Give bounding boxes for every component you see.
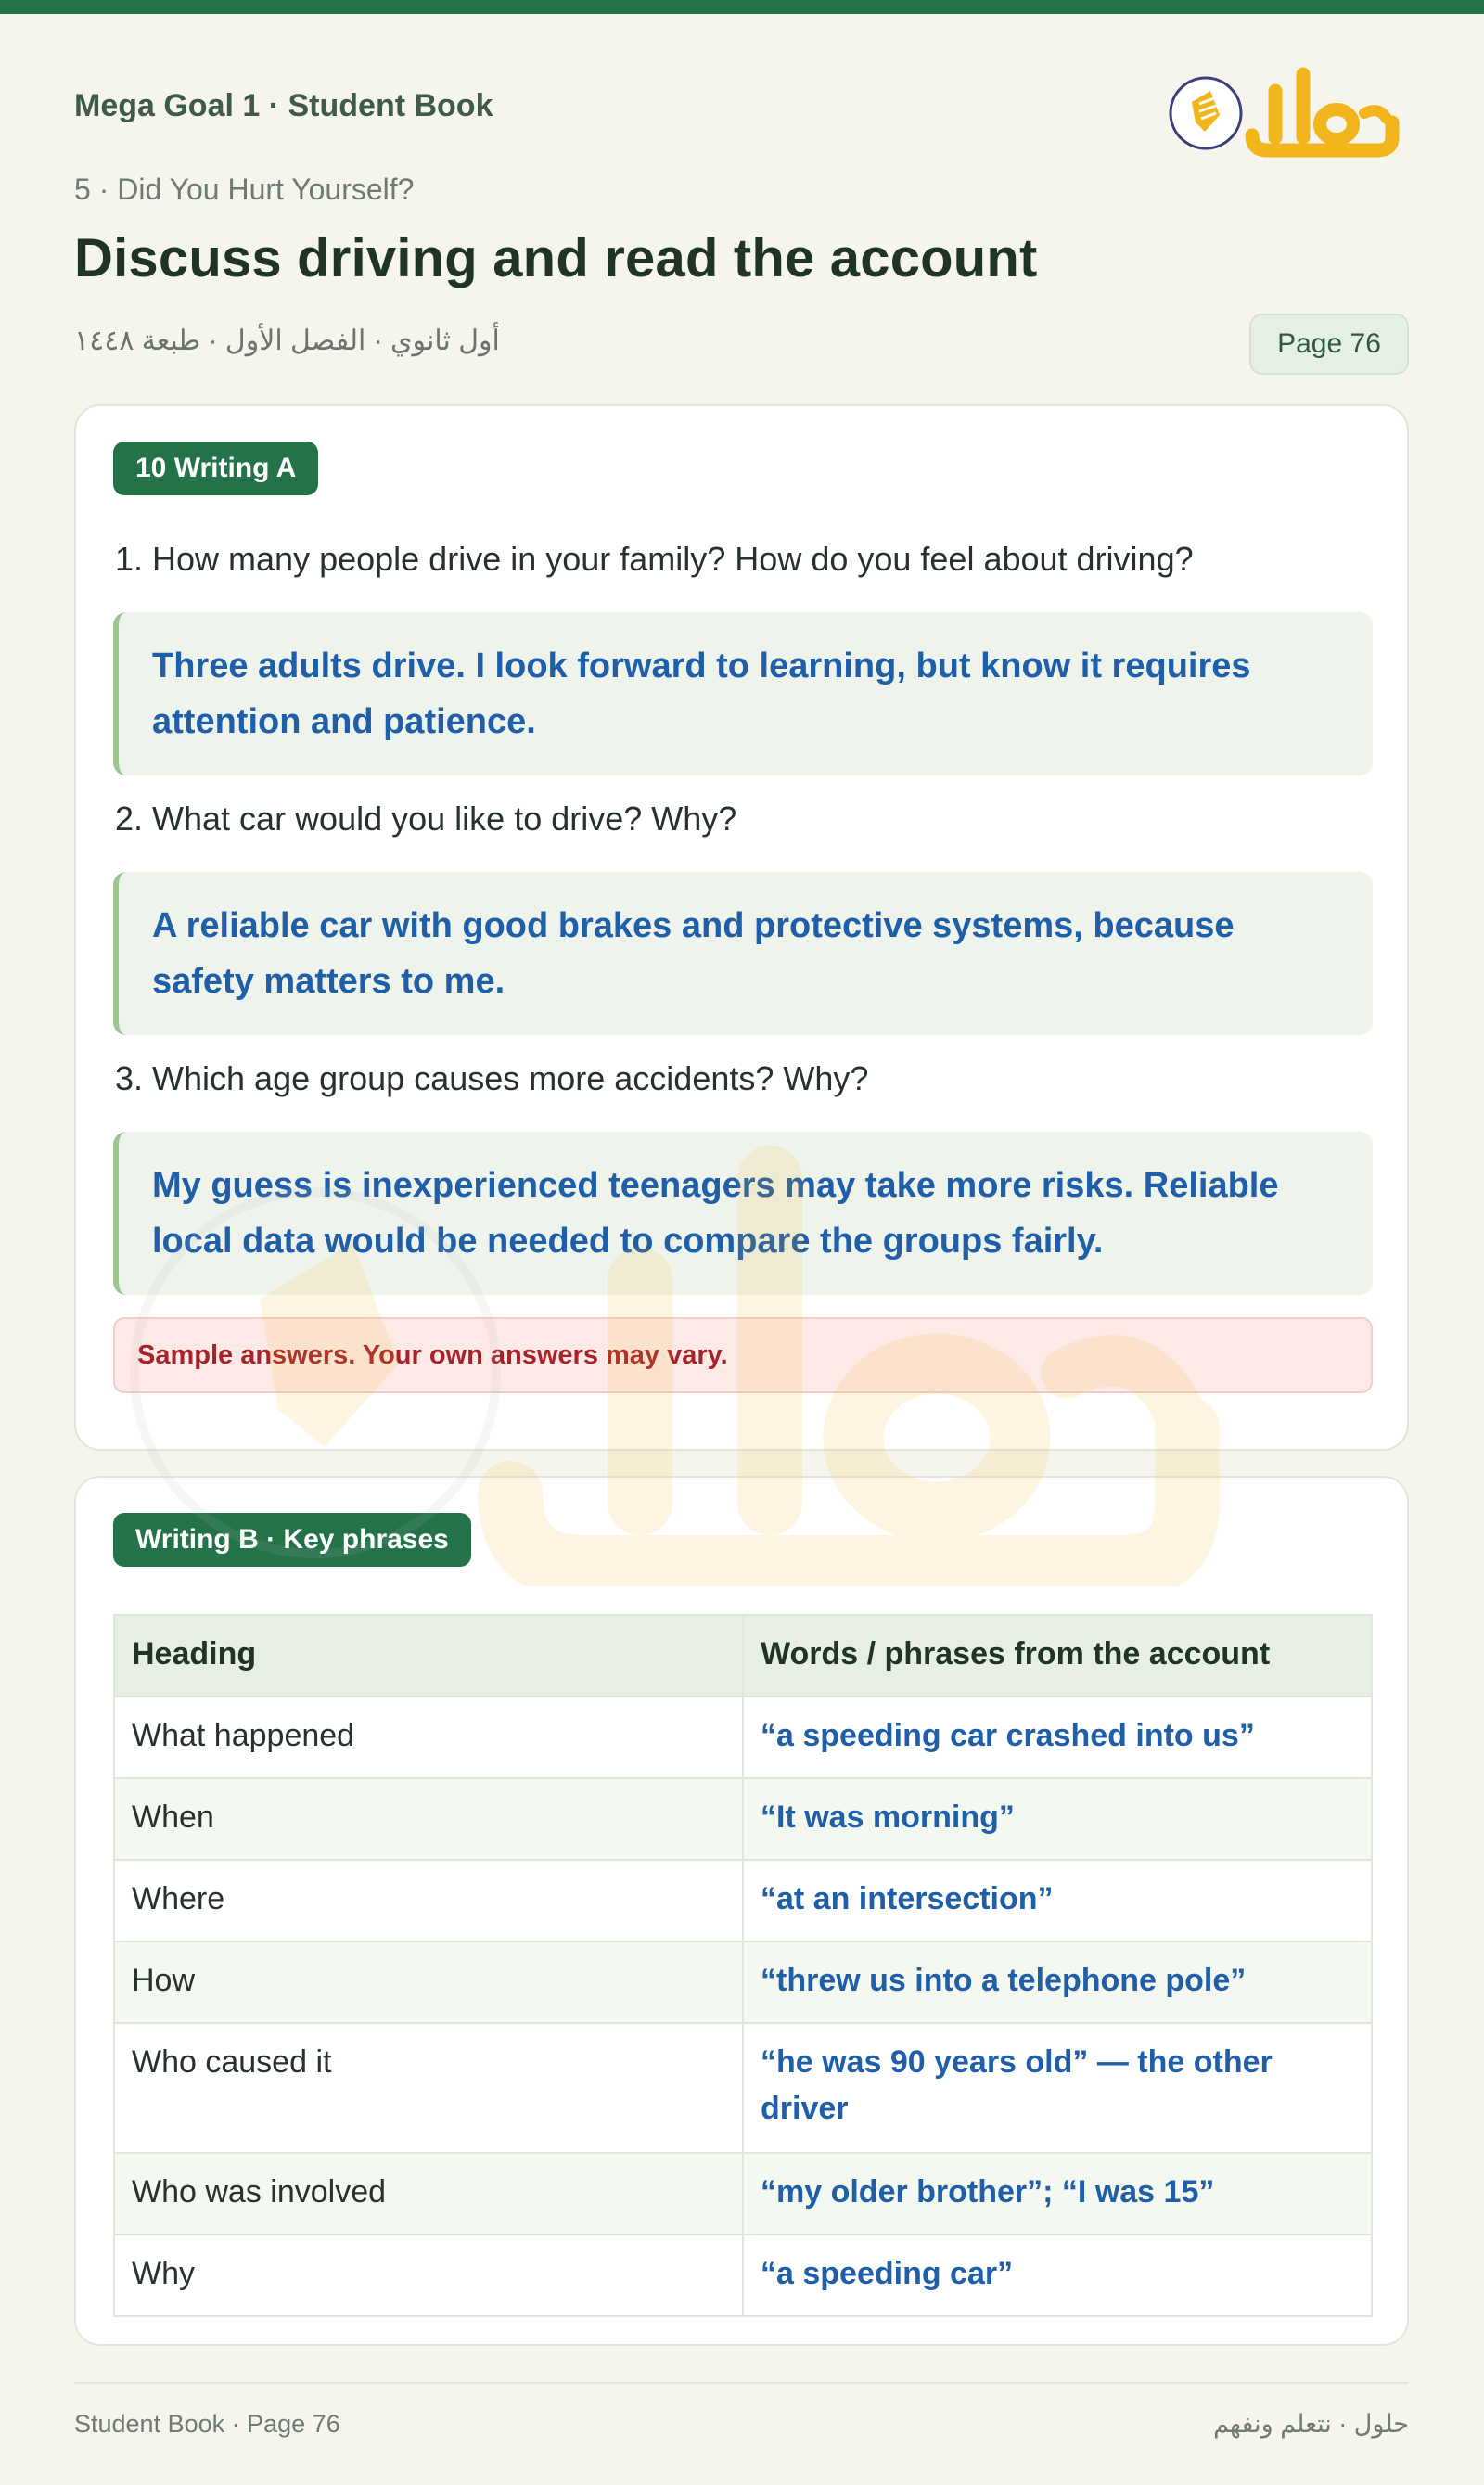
question-1: 1. How many people drive in your family? How do you feel about driving? bbox=[115, 540, 1194, 578]
grade-term-edition: أول ثانوي · الفصل الأول · طبعة ١٤٤٨ bbox=[74, 326, 500, 356]
hulul-logo bbox=[1164, 58, 1405, 160]
row-heading: Where bbox=[114, 1860, 743, 1941]
footer-divider bbox=[74, 2382, 1409, 2384]
row-heading: Who caused it bbox=[114, 2023, 743, 2153]
table-row bbox=[114, 1941, 1372, 2023]
row-heading: How bbox=[114, 1941, 743, 2023]
table-row bbox=[114, 2023, 1372, 2153]
question-3: 3. Which age group causes more accidents? Why? bbox=[115, 1059, 869, 1097]
page-badge: Page 76 bbox=[1249, 314, 1409, 375]
row-phrase: “threw us into a telephone pole” bbox=[743, 1941, 1372, 2023]
unit-label: 5 · Did You Hurt Yourself? bbox=[74, 173, 415, 206]
writing-a-badge: 10 Writing A bbox=[113, 442, 318, 495]
table-row bbox=[114, 1697, 1372, 1778]
top-accent-bar bbox=[0, 0, 1484, 14]
column-header-phrases: Words / phrases from the account bbox=[743, 1615, 1372, 1697]
row-phrase: “a speeding car crashed into us” bbox=[743, 1697, 1372, 1778]
row-heading: Who was involved bbox=[114, 2153, 743, 2235]
page-title: Discuss driving and read the account bbox=[74, 228, 1038, 288]
row-phrase: “It was morning” bbox=[743, 1778, 1372, 1860]
row-phrase: “a speeding car” bbox=[743, 2235, 1372, 2316]
row-heading: When bbox=[114, 1778, 743, 1860]
table-header-row bbox=[114, 1615, 1372, 1697]
key-phrases-table bbox=[113, 1614, 1373, 2317]
writing-b-badge: Writing B · Key phrases bbox=[113, 1513, 471, 1567]
table-row bbox=[114, 1860, 1372, 1941]
row-phrase: “at an intersection” bbox=[743, 1860, 1372, 1941]
row-heading: Why bbox=[114, 2235, 743, 2316]
writing-b-card bbox=[74, 1476, 1409, 2346]
footer-page-label: Student Book · Page 76 bbox=[74, 2410, 340, 2438]
row-heading: What happened bbox=[114, 1697, 743, 1778]
row-phrase: “my older brother”; “I was 15” bbox=[743, 2153, 1372, 2235]
table-row bbox=[114, 2235, 1372, 2316]
table-row bbox=[114, 2153, 1372, 2235]
writing-a-card bbox=[74, 404, 1409, 1451]
answer-3: My guess is inexperienced teenagers may take more risks. Reliable local data would be needed to compare the groups fairly. bbox=[113, 1132, 1373, 1295]
answer-2: A reliable car with good brakes and protective systems, because safety matters to me. bbox=[113, 872, 1373, 1035]
column-header-heading: Heading bbox=[114, 1615, 743, 1697]
book-title: Mega Goal 1 · Student Book bbox=[74, 88, 493, 123]
sample-answers-note: Sample answers. Your own answers may vary. bbox=[113, 1317, 1373, 1393]
row-phrase: “he was 90 years old” — the other driver bbox=[743, 2023, 1372, 2153]
answer-1: Three adults drive. I look forward to learning, but know it requires attention and patience. bbox=[113, 612, 1373, 775]
question-2: 2. What car would you like to drive? Why? bbox=[115, 800, 737, 838]
footer-tagline: حلول · نتعلم ونفهم bbox=[1213, 2410, 1409, 2438]
table-row bbox=[114, 1778, 1372, 1860]
